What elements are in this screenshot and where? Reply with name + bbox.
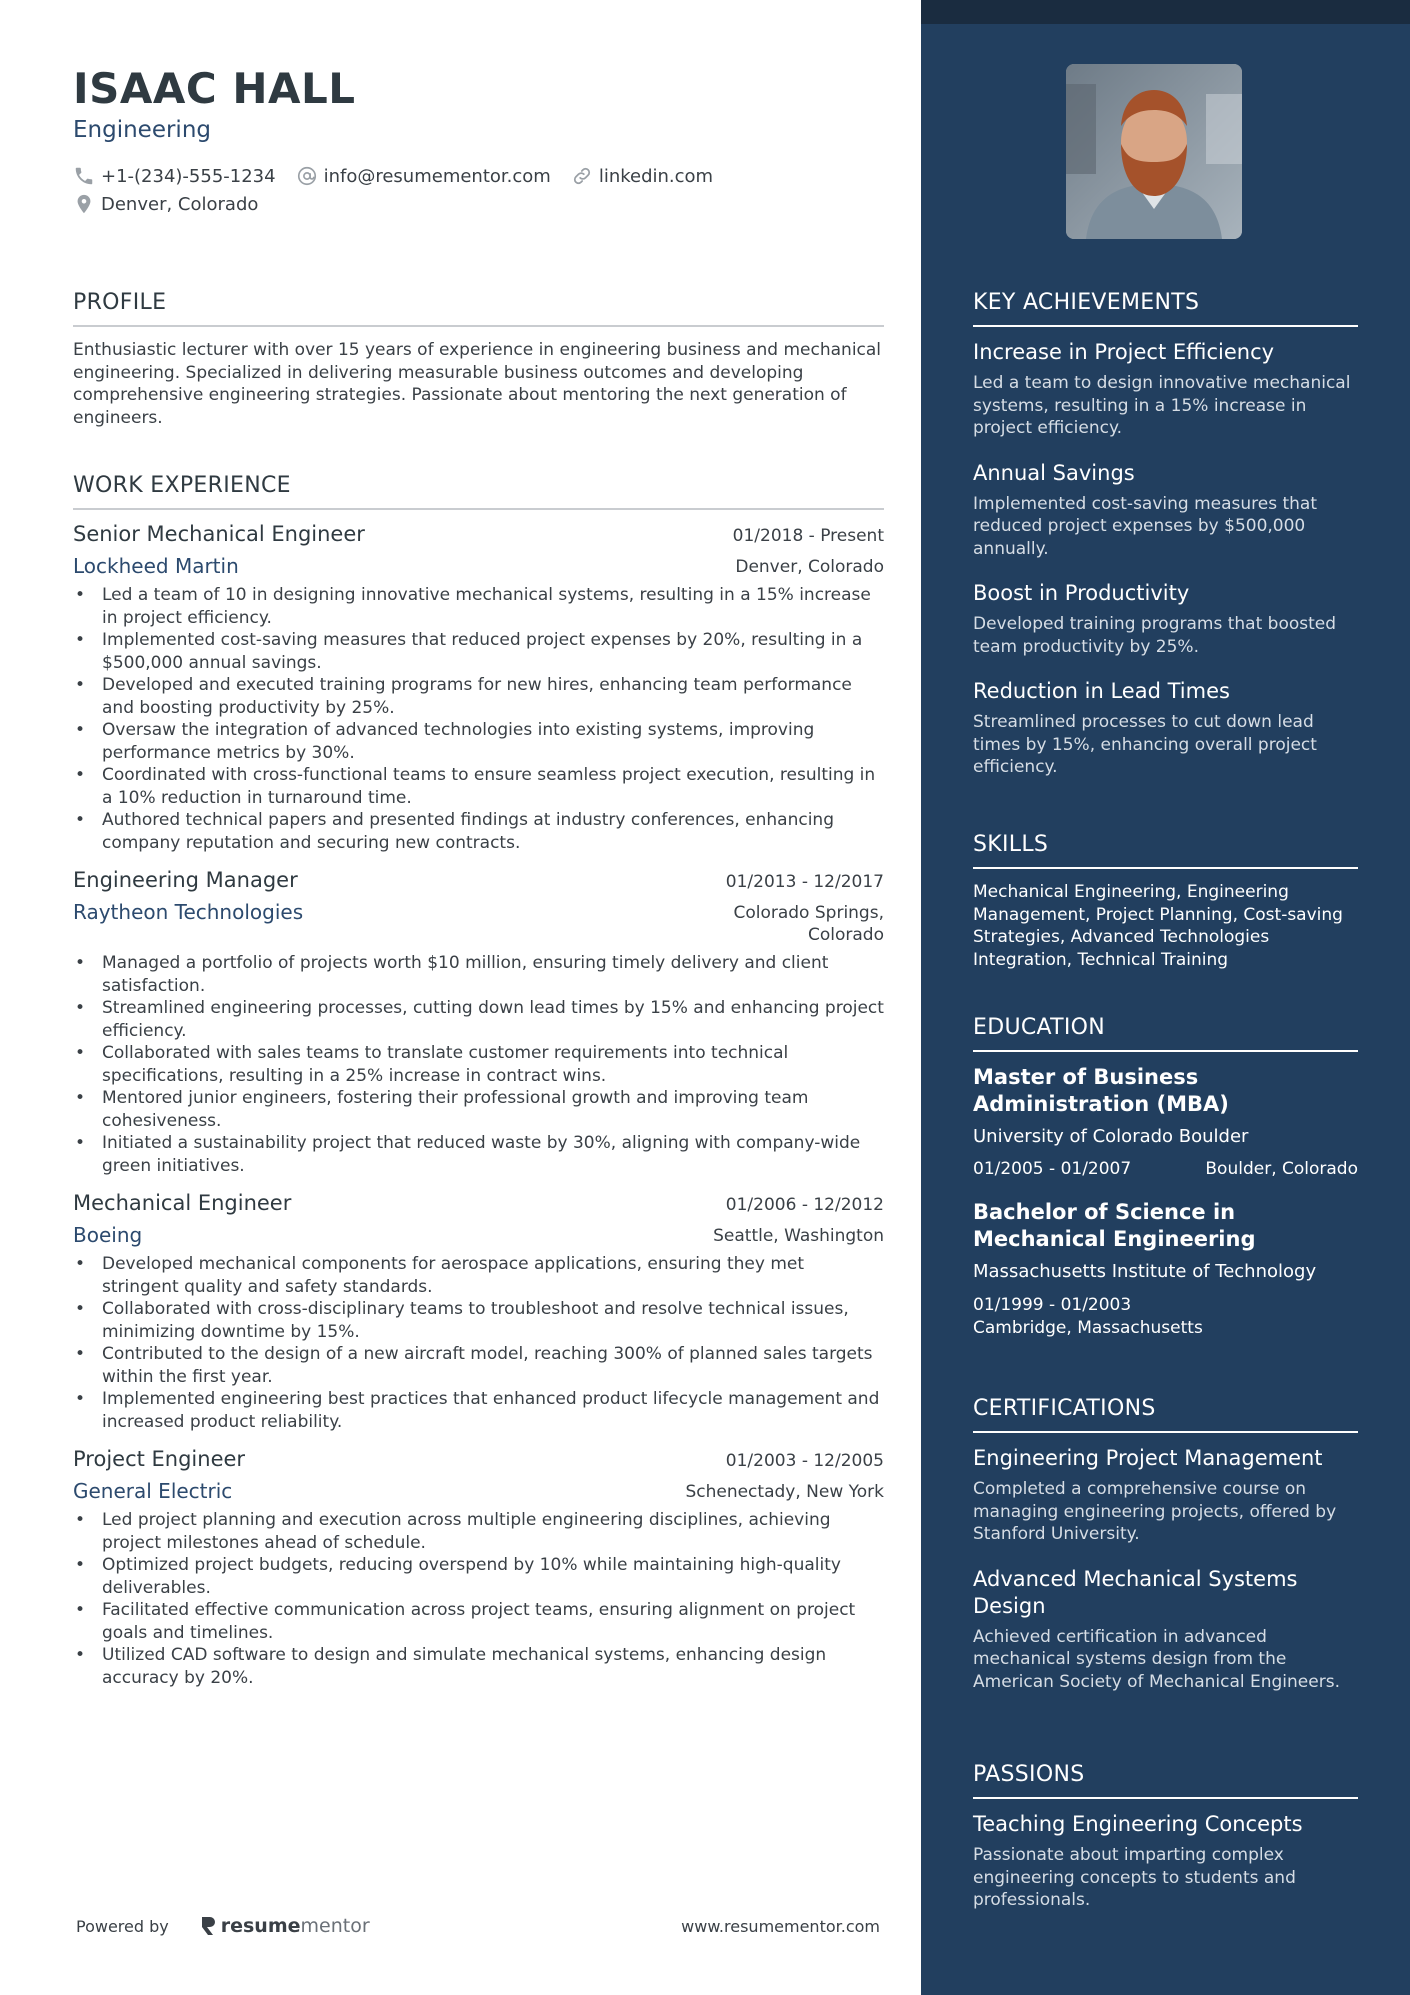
- contact-email[interactable]: [296, 165, 551, 187]
- sidebar-top-bar: [921, 0, 1410, 24]
- achievement-description: Streamlined processes to cut down lead times by 15%, enhancing overall project efficiency.: [973, 712, 1317, 777]
- job-entry: [73, 522, 884, 854]
- list-item: • Oversaw the integration of advanced technologies into existing systems, improving performance metrics by 30%.: [73, 719, 884, 764]
- education-date: 01/2005 - 01/2007: [973, 1159, 1132, 1179]
- achievement-title: Reduction in Lead Times: [973, 679, 1230, 703]
- brand-logo[interactable]: [199, 1915, 370, 1937]
- powered-by-label: Powered by: [76, 1916, 169, 1936]
- certification-description: Achieved certification in advanced mechanical systems design from the American Society of Mechanical Engineers.: [973, 1626, 1340, 1692]
- job-title: Project Engineer: [73, 1447, 246, 1471]
- brand-name-light: mentor: [300, 1915, 370, 1937]
- job-location-line: Colorado: [808, 925, 884, 945]
- contact-linkedin[interactable]: [571, 165, 713, 187]
- passion-title: Teaching Engineering Concepts: [973, 1812, 1303, 1836]
- achievement-description: Led a team to design innovative mechanical systems, resulting in a 15% increase in project efficiency.: [973, 373, 1351, 438]
- certification-item: [973, 1445, 1358, 1546]
- achievement-title: Boost in Productivity: [973, 581, 1190, 605]
- certifications-heading: CERTIFICATIONS: [973, 1396, 1358, 1433]
- job-location: Denver, Colorado: [735, 557, 884, 577]
- sidebar-column: [921, 0, 1410, 1995]
- job-date: 01/2006 - 12/2012: [725, 1195, 884, 1215]
- job-entry: [73, 1447, 884, 1689]
- at-icon: [296, 165, 318, 187]
- education-date: 01/1999 - 01/2003: [973, 1295, 1132, 1315]
- skills-heading: SKILLS: [973, 832, 1358, 869]
- location-text: Denver, Colorado: [101, 193, 259, 215]
- list-item: • Contributed to the design of a new aircraft model, reaching 300% of planned sales targets within the first year.: [73, 1343, 884, 1388]
- job-date: 01/2018 - Present: [732, 526, 884, 546]
- key-achievements-section: [973, 290, 1358, 799]
- job-location-line: Colorado Springs,: [733, 903, 884, 923]
- achievement-item: [973, 339, 1358, 440]
- phone-text: +1-(234)-555-1234: [101, 165, 276, 187]
- certification-title: Engineering Project Management: [973, 1446, 1323, 1470]
- education-item: [973, 1199, 1358, 1339]
- job-bullets: [73, 584, 884, 854]
- profile-photo-image: [1066, 64, 1242, 239]
- list-item: • Collaborated with sales teams to translate customer requirements into technical specifications, resulting in a 25% increase in contract wins.: [73, 1042, 884, 1087]
- list-item: • Collaborated with cross-disciplinary teams to troubleshoot and resolve technical issues, minimizing downtime by 15%.: [73, 1298, 884, 1343]
- candidate-name: ISAAC HALL: [73, 64, 356, 113]
- job-date: 01/2013 - 12/2017: [725, 872, 884, 892]
- achievement-description: Developed training programs that boosted team productivity by 25%.: [973, 614, 1337, 657]
- list-item: • Managed a portfolio of projects worth $10 million, ensuring timely delivery and client satisfaction.: [73, 952, 884, 997]
- education-degree: Master of Business Administration (MBA): [973, 1065, 1229, 1116]
- certification-item: [973, 1566, 1358, 1694]
- contact-location: [73, 193, 258, 215]
- passions-section: [973, 1762, 1358, 1932]
- contact-phone[interactable]: [73, 165, 276, 187]
- job-location: Schenectady, New York: [685, 1482, 884, 1502]
- achievement-item: [973, 678, 1358, 779]
- profile-photo: [1066, 64, 1242, 239]
- passions-heading: PASSIONS: [973, 1762, 1358, 1799]
- achievement-title: Increase in Project Efficiency: [973, 340, 1275, 364]
- certifications-section: [973, 1396, 1358, 1713]
- job-company: General Electric: [73, 1479, 233, 1503]
- list-item: • Optimized project budgets, reducing overspend by 10% while maintaining high-quality deliverables.: [73, 1554, 884, 1599]
- list-item: • Mentored junior engineers, fostering their professional growth and improving team cohesiveness.: [73, 1087, 884, 1132]
- brand-name-bold: resume: [220, 1915, 301, 1937]
- link-icon: [571, 165, 593, 187]
- job-company: Lockheed Martin: [73, 554, 239, 578]
- footer-website-link[interactable]: www.resumementor.com: [681, 1916, 880, 1936]
- achievement-title: Annual Savings: [973, 460, 1135, 485]
- achievement-description: Implemented cost-saving measures that reduced project expenses by $500,000 annually.: [973, 493, 1318, 559]
- location-pin-icon: [73, 193, 95, 215]
- candidate-role: Engineering: [73, 117, 211, 143]
- profile-heading: PROFILE: [73, 290, 884, 327]
- certification-title: Advanced Mechanical Systems Design: [973, 1566, 1298, 1618]
- work-experience-section: [73, 473, 884, 1689]
- profile-summary: Enthusiastic lecturer with over 15 years of experience in engineering business and mechanical engineering. Specialized in delivering measurable business outcomes and developing comprehensive engineering strategies. Passionate about mentoring the next generation of engineers.: [73, 340, 882, 428]
- job-bullets: [73, 952, 884, 1177]
- passion-description: Passionate about imparting complex engineering concepts to students and professionals.: [973, 1845, 1296, 1910]
- key-achievements-heading: KEY ACHIEVEMENTS: [973, 290, 1358, 327]
- skills-list: Mechanical Engineering, Engineering Management, Project Planning, Cost-saving Strategies, Advanced Technologies Integration, Technical Training: [973, 882, 1343, 970]
- skills-section: [973, 832, 1358, 971]
- list-item: • Streamlined engineering processes, cutting down lead times by 15% and enhancing project efficiency.: [73, 997, 884, 1042]
- email-text: info@resumementor.com: [323, 165, 551, 187]
- list-item: • Led a team of 10 in designing innovative mechanical systems, resulting in a 15% increase in project efficiency.: [73, 584, 884, 629]
- list-item: • Led project planning and execution across multiple engineering disciplines, achieving project milestones ahead of schedule.: [73, 1509, 884, 1554]
- list-item: • Utilized CAD software to design and simulate mechanical systems, enhancing design accuracy by 20%.: [73, 1644, 884, 1689]
- job-location: [733, 902, 884, 946]
- job-title: Senior Mechanical Engineer: [73, 522, 365, 546]
- education-heading: EDUCATION: [973, 1015, 1358, 1052]
- job-date: 01/2003 - 12/2005: [725, 1451, 884, 1471]
- job-entry: [73, 1191, 884, 1433]
- linkedin-text: linkedin.com: [598, 165, 714, 187]
- certification-description: Completed a comprehensive course on managing engineering projects, offered by Stanford University.: [973, 1479, 1337, 1544]
- education-location: Cambridge, Massachusetts: [973, 1317, 1203, 1338]
- education-school: Massachusetts Institute of Technology: [973, 1261, 1317, 1282]
- profile-section: [73, 290, 884, 429]
- passion-item: [973, 1811, 1358, 1912]
- job-bullets: [73, 1509, 884, 1689]
- contact-info: [73, 162, 893, 218]
- education-item: [973, 1064, 1358, 1179]
- work-experience-heading: WORK EXPERIENCE: [73, 473, 884, 510]
- brand-logo-icon: [199, 1916, 217, 1936]
- phone-icon: [73, 165, 95, 187]
- job-bullets: [73, 1253, 884, 1433]
- list-item: • Implemented cost-saving measures that reduced project expenses by 20%, resulting in a $500,000 annual savings.: [73, 629, 884, 674]
- list-item: • Developed mechanical components for aerospace applications, ensuring they met stringent quality and safety standards.: [73, 1253, 884, 1298]
- job-entry: [73, 868, 884, 1177]
- list-item: • Coordinated with cross-functional teams to ensure seamless project execution, resulting in a 10% reduction in turnaround time.: [73, 764, 884, 809]
- education-section: [973, 1015, 1358, 1359]
- footer: [76, 1915, 880, 1937]
- list-item: • Developed and executed training programs for new hires, enhancing team performance and boosting productivity by 25%.: [73, 674, 884, 719]
- job-company: Raytheon Technologies: [73, 900, 304, 924]
- achievement-item: [973, 580, 1358, 658]
- education-degree: Bachelor of Science in Mechanical Engineering: [973, 1200, 1256, 1251]
- list-item: • Authored technical papers and presented findings at industry conferences, enhancing company reputation and securing new contracts.: [73, 809, 884, 854]
- job-location: Seattle, Washington: [713, 1226, 884, 1246]
- achievement-item: [973, 460, 1358, 561]
- education-school: University of Colorado Boulder: [973, 1126, 1249, 1147]
- education-location: Boulder, Colorado: [1205, 1159, 1358, 1179]
- list-item: • Initiated a sustainability project that reduced waste by 30%, aligning with company-wide green initiatives.: [73, 1132, 884, 1177]
- list-item: • Implemented engineering best practices that enhanced product lifecycle management and increased product reliability.: [73, 1388, 884, 1433]
- job-title: Engineering Manager: [73, 868, 298, 892]
- powered-by: [76, 1915, 370, 1937]
- job-company: Boeing: [73, 1223, 143, 1247]
- job-title: Mechanical Engineer: [73, 1191, 292, 1215]
- list-item: • Facilitated effective communication across project teams, ensuring alignment on project goals and timelines.: [73, 1599, 884, 1644]
